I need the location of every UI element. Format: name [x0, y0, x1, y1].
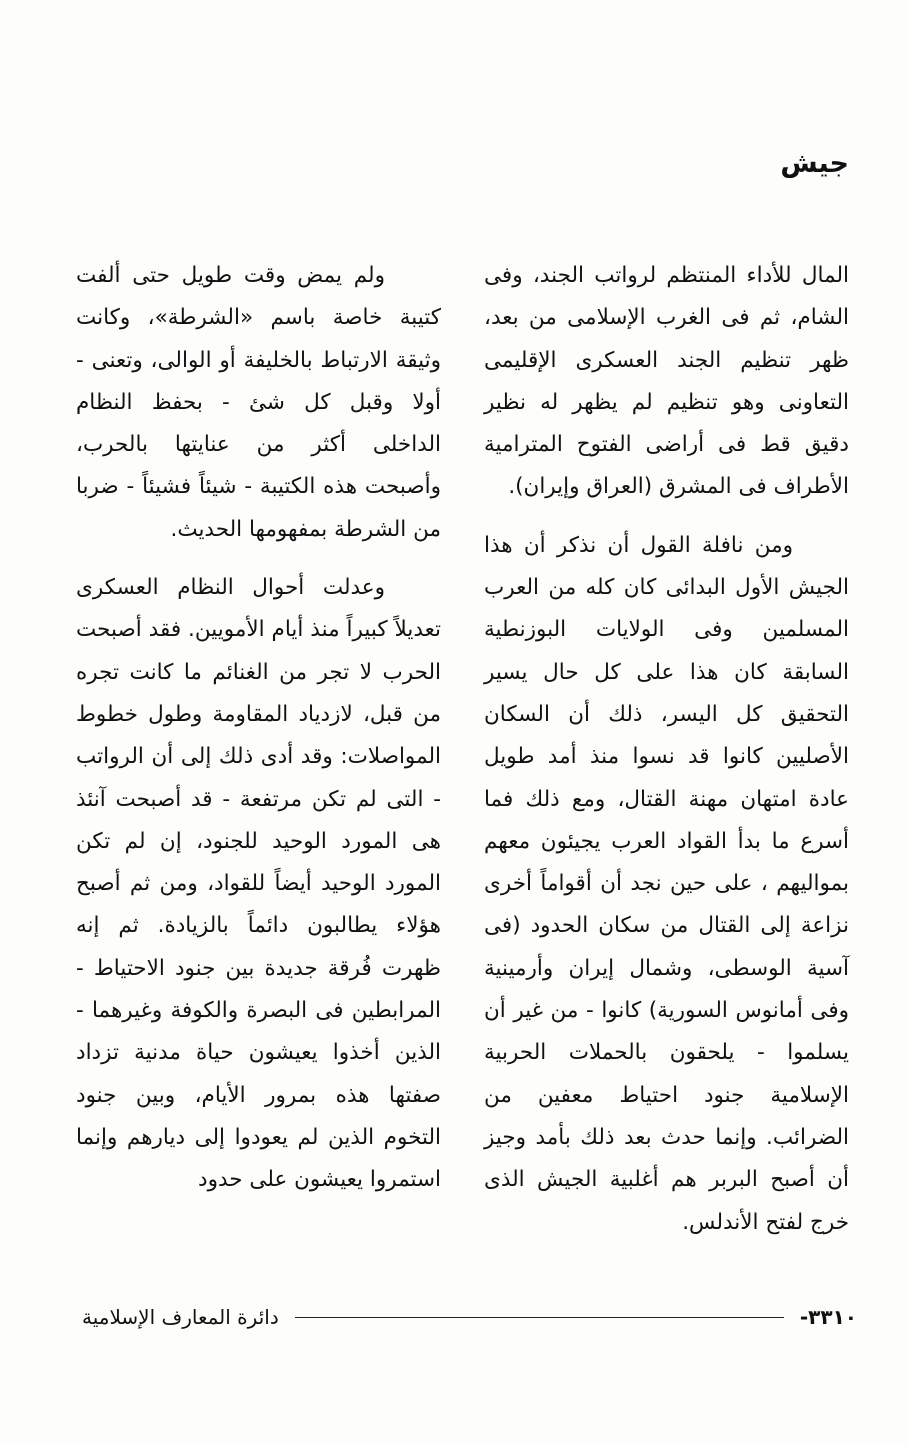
right-paragraph-2: ومن نافلة القول أن نذكر أن هذا الجيش الأول البدائى كان كله من العرب المسلمين وفى الولايات البوزنطية السابقة كان هذا على كل حال يسير التحقيق كل اليسر، ذلك أن السكان الأصليين كانوا قد نسوا منذ أمد طويل عادة امتهان مهنة القتال، ومع ذلك فما أسرع ما بدأ القواد العرب يجيئون معهم بمواليهم ، على حين نجد أن أقواماً أخرى نزاعة إلى القتال من سكان الحدود (فى آسية الوسطى، وشمال إيران وأرمينية وفى أمانوس السورية) كانوا - من غير أن يسلموا - يلحقون بالحملات الحربية الإسلامية جنود احتياط معفين من الضرائب. وإنما حدث بعد ذلك بأمد وجيز أن أصبح البربر هم أغلبية الجيش الذى خرج لفتح الأندلس. [484, 532, 849, 1235]
right-paragraph-1: المال للأداء المنتظم لرواتب الجند، وفى الشام، ثم فى الغرب الإسلامى من بعد، ظهر تنظيم الجند العسكرى الإقليمى التعاونى وهو تنظيم لم يظهر له نظير دقيق قط فى أراضى الفتوح المترامية الأطراف فى المشرق (العراق وإيران). [484, 263, 849, 500]
footer-title: دائرة المعارف الإسلامية [82, 1305, 279, 1329]
page-number: ٣٣١٠- [799, 1305, 857, 1329]
right-column [484, 255, 849, 1244]
page-footer [82, 1300, 857, 1334]
left-paragraph-1: ولم يمض وقت طويل حتى ألفت كتيبة خاصة باسم «الشرطة»، وكانت وثيقة الارتباط بالخليفة أو الوالى، وتعنى - أولا وقبل كل شئ - بحفظ النظام الداخلى أكثر من عنايتها بالحرب، وأصبحت هذه الكتيبة - شيئاً فشيئاً - ضربا من الشرطة بمفهومها الحديث. [76, 263, 441, 542]
left-column [76, 255, 441, 1202]
running-header: جيش [780, 148, 849, 179]
left-paragraph-2: وعدلت أحوال النظام العسكرى تعديلاً كبيراً منذ أيام الأمويين. فقد أصبحت الحرب لا تجر من الغنائم ما كانت تجره من قبل، لازدياد المقاومة وطول خطوط المواصلات: وقد أدى ذلك إلى أن الرواتب - التى لم تكن مرتفعة - قد أصبحت آنئذ هى المورد الوحيد للجنود، إن لم تكن المورد الوحيد أيضاً للقواد، ومن ثم أصبح هؤلاء يطالبون دائماً بالزيادة. ثم إنه ظهرت فُرقة جديدة بين جنود الاحتياط - المرابطين فى البصرة والكوفة وغيرهما - الذين أخذوا يعيشون حياة مدنية تزداد صفتها هذه بمرور الأيام، وبين جنود التخوم الذين لم يعودوا إلى ديارهم وإنما استمروا يعيشون على حدود [76, 575, 441, 1193]
footer-rule [295, 1317, 784, 1318]
